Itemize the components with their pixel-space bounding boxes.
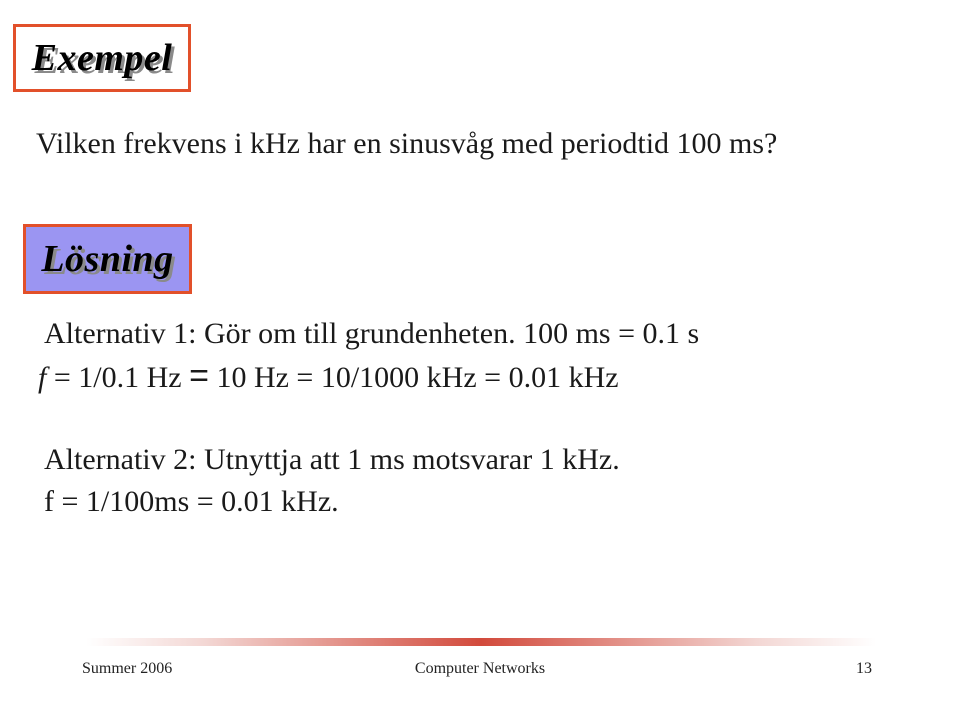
solution-body bbox=[38, 314, 700, 524]
alt2-line2: f = 1/100ms = 0.01 kHz. bbox=[44, 485, 339, 518]
alt1-line2-part-a: = 1/0.1 Hz bbox=[46, 361, 190, 394]
exempel-heading: Exempel bbox=[31, 37, 173, 79]
solution-heading-box bbox=[23, 224, 192, 294]
question-text: Vilken frekvens i kHz har en sinusvåg med periodtid 100 ms? bbox=[36, 127, 778, 160]
footer-date: Summer 2006 bbox=[82, 660, 173, 677]
slide-number: 13 bbox=[856, 660, 872, 677]
blank-line bbox=[44, 398, 699, 440]
alt1-line2 bbox=[38, 356, 693, 398]
alt1-line2-part-b: 10 Hz = 10/1000 kHz = 0.01 kHz bbox=[208, 361, 619, 394]
exempel-heading-box bbox=[13, 24, 191, 92]
footer-divider bbox=[86, 638, 876, 646]
frequency-symbol: f bbox=[38, 361, 47, 394]
footer-course-title: Computer Networks bbox=[414, 660, 546, 677]
equals-sign: = bbox=[189, 357, 209, 395]
alt1-line1: Alternativ 1: Gör om till grundenheten. 100 ms = 0.1 s bbox=[44, 317, 700, 350]
solution-heading: Lösning bbox=[41, 238, 174, 280]
alt2-line1: Alternativ 2: Utnyttja att 1 ms motsvarar 1 kHz. bbox=[44, 443, 620, 476]
